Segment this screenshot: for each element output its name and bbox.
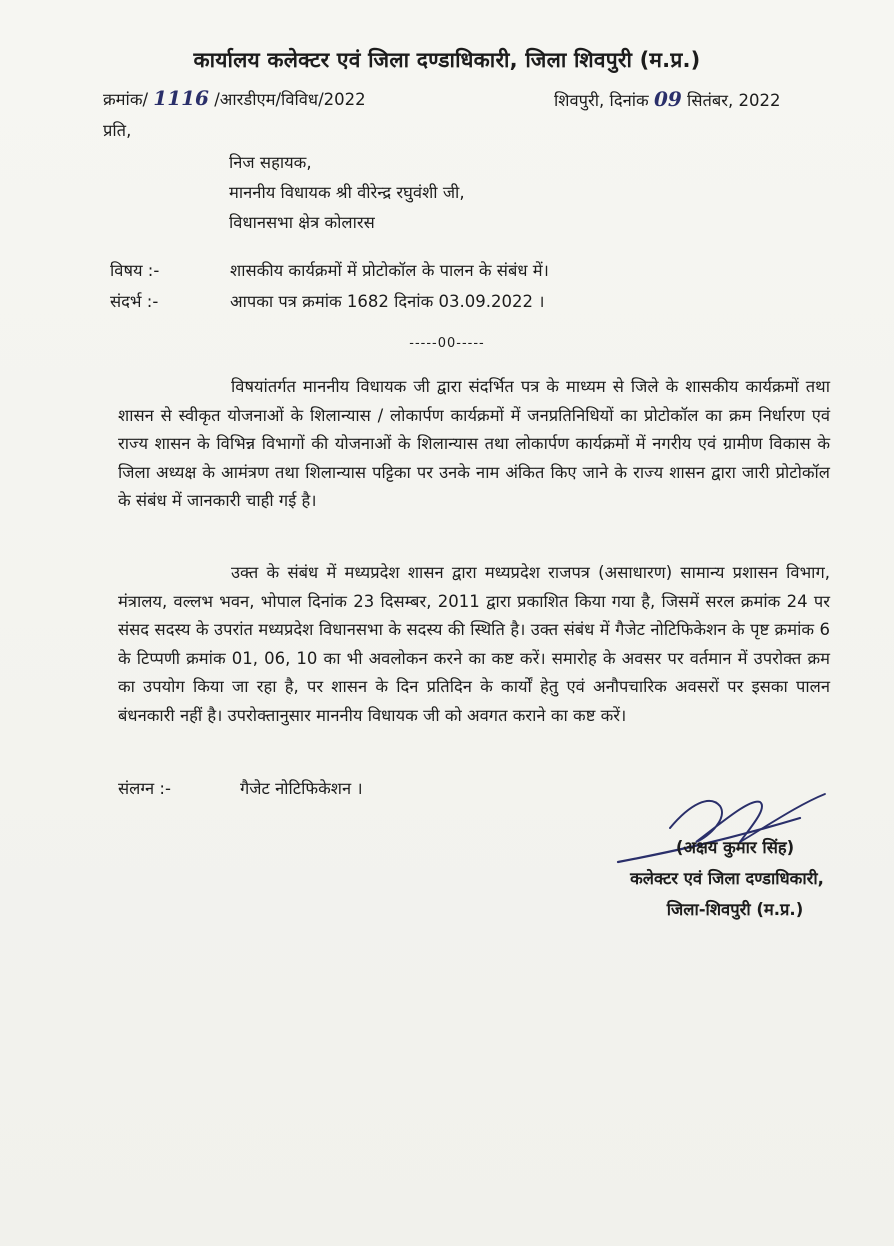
signatory-name: (अक्षय कुमार सिंह) — [675, 838, 795, 857]
ref-prefix: क्रमांक/ — [103, 90, 149, 109]
subject-text: शासकीय कार्यक्रमों में प्रोटोकॉल के पालन के संबंध में। — [230, 261, 549, 280]
ref-suffix: /आरडीएम/विविध/2022 — [214, 90, 366, 109]
recipient-line: माननीय विधायक श्री वीरेन्द्र रघुवंशी जी, — [229, 183, 465, 202]
reference-label: संदर्भ :- — [110, 292, 159, 311]
reference-text: आपका पत्र क्रमांक 1682 दिनांक 03.09.2022 । — [230, 292, 545, 311]
separator: -----00----- — [409, 336, 485, 351]
office-heading: कार्यालय कलेक्टर एवं जिला दण्डाधिकारी, जिला शिवपुरी (म.प्र.) — [193, 48, 701, 72]
recipient-line: निज सहायक, — [229, 153, 312, 172]
body-paragraph-1: विषयांतर्गत माननीय विधायक जी द्वारा संदर्भित पत्र के माध्यम से जिले के शासकीय कार्यक्रमों तथा शासन से स्वीकृत योजनाओं के शिलान्यास / लोकार्पण कार्यक्रमों में जनप्रतिनिधियों का प्रोटोकॉल का क्रम निर्धारण एवं राज्य शासन के विभिन्न विभागों की योजनाओं के शिलान्यास तथा लोकार्पण कार्यक्रमों में नगरीय एवं ग्रामीण विकास के जिला अध्यक्ष के आमंत्रण तथा शिलान्यास पट्टिका पर उनके नाम अंकित किए जाने के राज्य शासन द्वारा जारी प्रोटोकॉल के संबंध में जानकारी चाही गई है। — [118, 377, 830, 511]
enclosure-text: गैजेट नोटिफिकेशन । — [240, 779, 363, 798]
body-paragraph-2: उक्त के संबंध में मध्यप्रदेश शासन द्वारा मध्यप्रदेश राजपत्र (असाधारण) सामान्य प्रशासन विभाग, मंत्रालय, वल्लभ भवन, भोपाल दिनांक 23 दिसम्बर, 2011 द्वारा प्रकाशित किया गया है, जिसमें सरल क्रमांक 24 पर संसद सदस्य के उपरांत मध्यप्रदेश विधानसभा के सदस्य की स्थिति है। उक्त संबंध में गैजेट नोटिफिकेशन के पृष्ट क्रमांक 6 के टिप्पणी क्रमांक 01, 06, 10 का भी अवलोकन करने का कष्ट करें। समारोह के अवसर पर वर्तमान में उपरोक्त क्रम का उपयोग किया जा रहा है, पर शासन के दिन प्रतिदिन के कार्यों हेतु एवं अनौपचारिक अवसरों पर इसका पालन बंधनकारी नहीं है। उपरोक्तानुसार माननीय विधायक जी को अवगत कराने का कष्ट करें। — [118, 563, 830, 725]
signatory-designation: कलेक्टर एवं जिला दण्डाधिकारी, — [630, 869, 824, 888]
subject-label: विषय :- — [110, 261, 160, 280]
signatory-location: जिला-शिवपुरी (म.प्र.) — [666, 900, 804, 919]
date-suffix: सितंबर, 2022 — [687, 91, 781, 110]
to-label: प्रति, — [103, 121, 132, 140]
handwritten-signature — [600, 784, 840, 874]
date-handwritten-day: 09 — [653, 87, 682, 111]
letter-date — [554, 87, 781, 111]
reference-number — [103, 86, 366, 110]
enclosure-label: संलग्न :- — [118, 779, 171, 798]
ref-handwritten-number: 1116 — [153, 86, 209, 110]
recipient-line: विधानसभा क्षेत्र कोलारस — [229, 213, 375, 232]
date-prefix: शिवपुरी, दिनांक — [554, 91, 649, 110]
